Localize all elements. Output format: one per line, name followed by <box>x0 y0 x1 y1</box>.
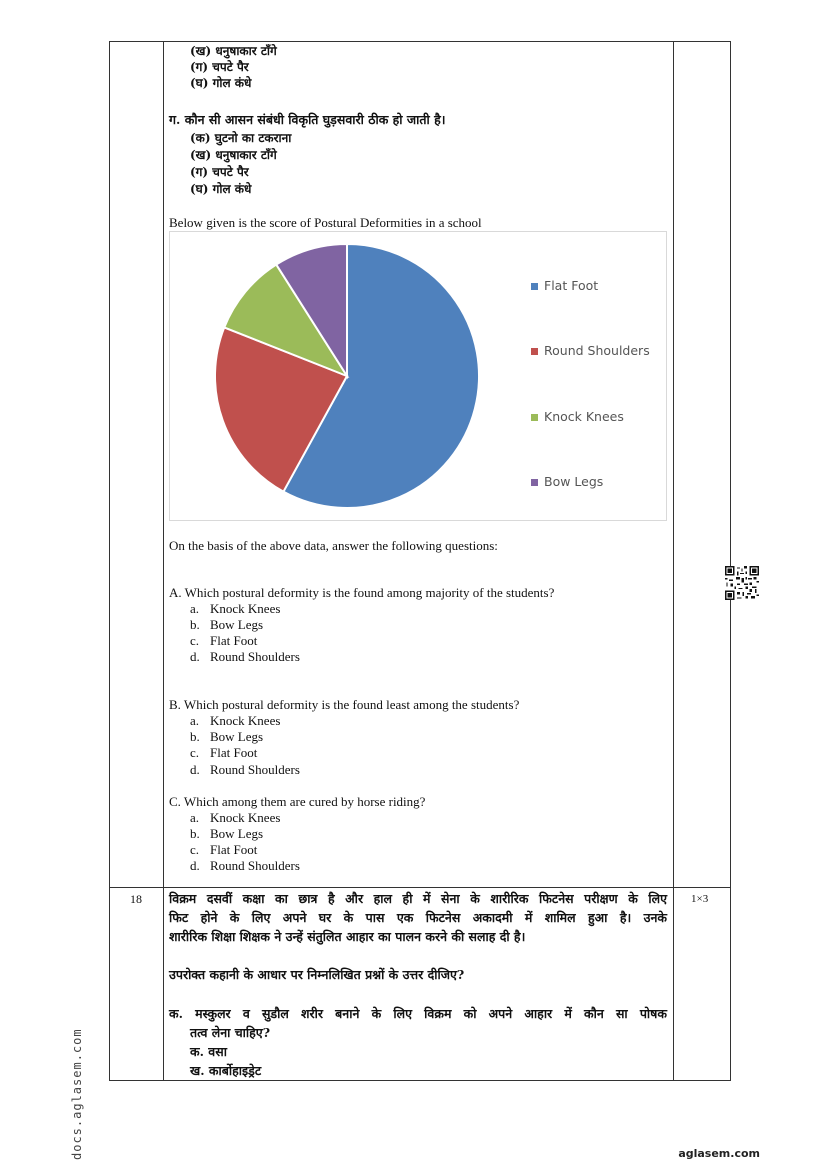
legend-swatch <box>531 283 538 290</box>
basis-text: On the basis of the above data, answer the following questions: <box>169 538 498 553</box>
legend-swatch <box>531 414 538 421</box>
option-letter: c. <box>190 842 200 857</box>
pie-chart <box>169 231 667 521</box>
q18-sub-question-cont: तत्व लेना चाहिए? <box>190 1025 271 1040</box>
option-item <box>190 601 280 617</box>
option-letter: a. <box>190 810 200 825</box>
q17-g-option: (ग) चपटे पैर <box>190 165 249 179</box>
option-letter: d. <box>190 762 200 777</box>
legend-item <box>531 278 598 293</box>
brand-logo-text: aglasem.com <box>678 1147 760 1160</box>
legend-label: Flat Foot <box>544 278 599 293</box>
option-item <box>190 810 280 826</box>
option-item <box>190 729 263 745</box>
q17-g-question: ग. कौन सी आसन संबंधी विकृति घुड़सवारी ठीक हो जाती है। <box>169 112 446 127</box>
q17-top-option: (घ) गोल कंधे <box>190 76 252 90</box>
option-item <box>190 762 300 778</box>
qr-code-icon <box>725 566 759 600</box>
legend-label: Bow Legs <box>544 474 604 489</box>
q17-g-option: (घ) गोल कंधे <box>190 182 252 196</box>
option-letter: c. <box>190 633 200 648</box>
legend-swatch <box>531 348 538 355</box>
option-text: Flat Foot <box>210 633 258 648</box>
q17-top-option: (ग) चपटे पैर <box>190 60 249 74</box>
option-text: Flat Foot <box>210 745 258 760</box>
option-letter: b. <box>190 729 200 744</box>
option-text: Round Shoulders <box>210 649 300 664</box>
question-b: B. Which postural deformity is the found least among the students? <box>169 697 520 712</box>
option-text: Knock Knees <box>210 601 281 616</box>
q17-g-option: (ख) धनुषाकार टाँगे <box>190 148 277 162</box>
option-letter: c. <box>190 745 200 760</box>
q17-top-option: (ख) धनुषाकार टाँगे <box>190 44 277 58</box>
q18-sub-option: ख. कार्बोहाइड्रेट <box>190 1063 262 1078</box>
question-c: C. Which among them are cured by horse riding? <box>169 794 426 809</box>
option-text: Bow Legs <box>210 826 264 841</box>
option-text: Bow Legs <box>210 617 264 632</box>
table-col-divider-1 <box>163 41 164 1081</box>
q18-passage-line: शारीरिक शिक्षा शिक्षक ने उन्हें संतुलित आहार का पालन करने की सलाह दी है। <box>169 929 526 944</box>
q18-passage-line: फिट होने के लिए अपने घर के पास एक फिटनेस अकादमी में शामिल हुआ है। उनके <box>169 910 667 925</box>
option-text: Flat Foot <box>210 842 258 857</box>
legend-label: Round Shoulders <box>544 343 650 358</box>
option-item <box>190 713 280 729</box>
option-text: Round Shoulders <box>210 858 300 873</box>
option-letter: d. <box>190 649 200 664</box>
table-col-divider-2 <box>673 41 674 1081</box>
table-row-divider <box>109 887 731 888</box>
option-text: Round Shoulders <box>210 762 300 777</box>
option-letter: b. <box>190 826 200 841</box>
legend-item <box>531 474 603 489</box>
chart-intro: Below given is the score of Postural Deformities in a school <box>169 215 482 230</box>
q18-passage-line: विक्रम दसवीं कक्षा का छात्र है और हाल ही में सेना के शारीरिक फिटनेस परीक्षण के लिए <box>169 891 667 906</box>
option-item <box>190 858 300 874</box>
legend-label: Knock Knees <box>544 409 624 424</box>
legend-item <box>531 409 624 424</box>
option-text: Knock Knees <box>210 810 281 825</box>
question-number: 18 <box>130 892 142 906</box>
question-a: A. Which postural deformity is the found among majority of the students? <box>169 585 555 600</box>
legend-swatch <box>531 479 538 486</box>
q18-sub-option: क. वसा <box>190 1044 227 1059</box>
option-text: Bow Legs <box>210 729 264 744</box>
option-item <box>190 649 300 665</box>
option-letter: d. <box>190 858 200 873</box>
option-letter: a. <box>190 713 200 728</box>
option-item <box>190 617 263 633</box>
option-letter: b. <box>190 617 200 632</box>
q18-sub-question: क. मस्कुलर व सुडौल शरीर बनाने के लिए विक्रम को अपने आहार में कौन सा पोषक <box>169 1006 667 1021</box>
option-text: Knock Knees <box>210 713 281 728</box>
option-item <box>190 745 257 761</box>
option-item <box>190 826 263 842</box>
q18-instruction: उपरोक्त कहानी के आधार पर निम्नलिखित प्रश्नों के उत्तर दीजिए? <box>169 967 465 982</box>
watermark: docs.aglasem.com <box>70 1028 84 1160</box>
option-letter: a. <box>190 601 200 616</box>
q17-g-option: (क) घुटनो का टकराना <box>190 131 292 145</box>
option-item <box>190 842 257 858</box>
option-item <box>190 633 257 649</box>
marks: 1×3 <box>691 893 709 905</box>
legend-item <box>531 343 650 358</box>
